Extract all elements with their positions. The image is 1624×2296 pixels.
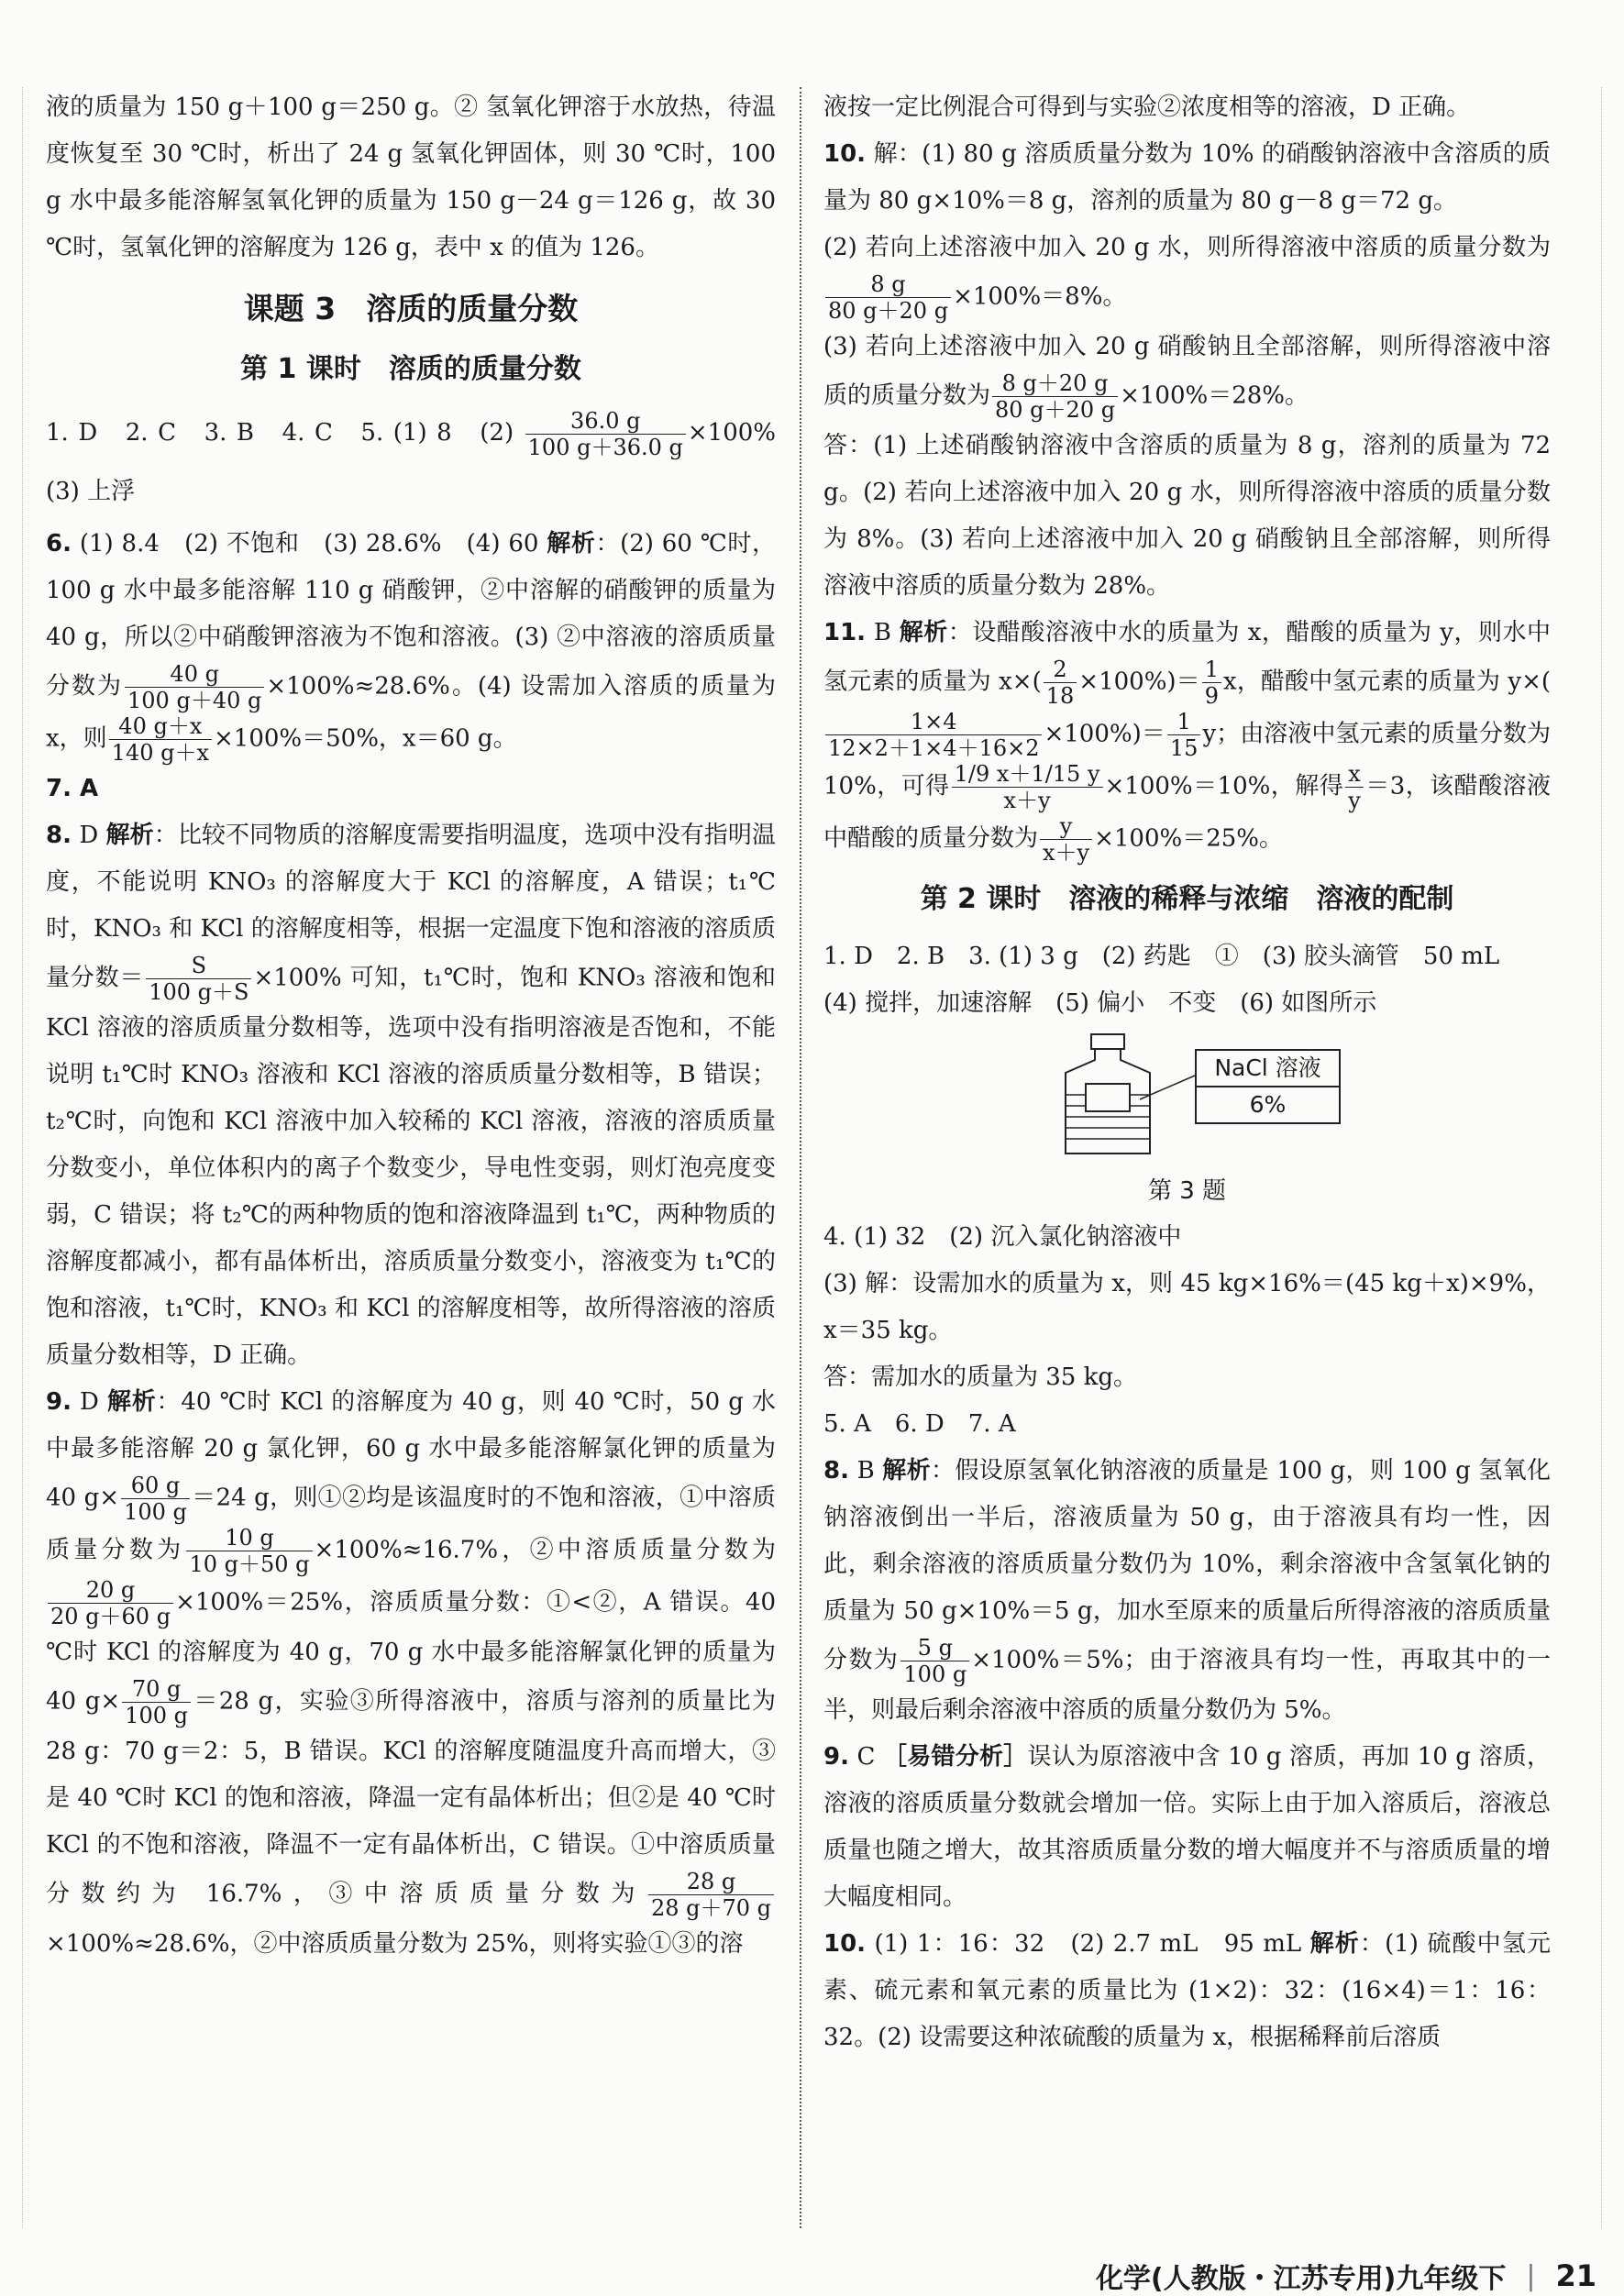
answer-r-q10-part2: (2) 若向上述溶液中加入 20 g 水，则所得溶液中溶质的质量分数为 $\frac{8 g}{80 g+20 g}$ ×100%＝8%。 [823,234,1551,324]
page-number: 21 [1555,2258,1596,2293]
fraction: $\frac{2}{18}$ [1044,657,1077,709]
answer-r-q3-b: (4) 搅拌，加速溶解 (5) 偏小 不变 (6) 如图所示 [823,989,1377,1017]
answer-r-q4-b: (3) 解：设需加水的质量为 x，则 45 kg×16%＝(45 kg＋x)×9%，x＝35 kg。 [823,1270,1551,1344]
intro-paragraph: 液的质量为 150 g＋100 g＝250 g。② 氢氧化钾溶于水放热，待温度恢复至 30 ℃时，析出了 24 g 氢氧化钾固体，则 30 ℃时，100 g 水中最多能溶解氢氧化钾的质量为 150 g－24 g＝126 g，故 30 ℃时，氢氧化钾的溶解度为 126 g，表中 x 的值为 126。 [46,94,776,261]
left-margin-rule [22,87,23,2228]
fraction: $\frac{5 g}{100 g}$ [900,1635,969,1687]
answer-q7: 7. A [46,775,99,802]
footer-subject: 化学(人教版・江苏专用)九年级下 [1095,2263,1507,2295]
fraction: $\frac{10 g}{10 g+50 g}$ [186,1525,312,1577]
column-divider [800,87,801,2228]
answer-r-q9: 9. C ［易错分析］误认为原溶液中含 10 g 溶质，再加 10 g 溶质，溶液的溶质质量分数就会增加一倍。实际上由于加入溶质后，溶液总质量也随之增大，故其溶质质量分数的增大幅度并不与溶质质量的增大幅度相同。 [823,1743,1551,1911]
reagent-bottle-figure [823,1031,1551,1214]
figure-caption: 第 3 题 [1147,1177,1227,1205]
fraction: $\frac{1/9 x+1/15 y}{x+y}$ [952,761,1103,813]
fraction: $\frac{36.0 g}{100 g+36.0 g}$ [525,408,686,460]
leader-line [1140,1072,1195,1109]
answer-r-q5-7: 5. A 6. D 7. A [823,1410,1016,1438]
fraction: $\frac{x}{y}$ [1345,761,1364,813]
fraction: $\frac{1}{9}$ [1202,657,1221,709]
fraction: $\frac{8 g}{80 g+20 g}$ [825,271,951,324]
answer-r-q8: 8. B 解析：假设原氢氧化钠溶液的质量是 100 g，则 100 g 氢氧化钠溶液倒出一半后，溶液质量为 50 g，由于溶液具有均一性，因此，剩余溶液的溶质质量分数仍为 10%，剩余溶液中含氢氧化钠的质量为 50 g×10%＝5 g，加水至原来的质量后所得溶液的溶质质量分数为 $\frac{5 g}{100 g}$ ×100%＝5%；由于溶液具有均一性，再取其中的一半，则最后剩余溶液中溶质的质量分数仍为 5%。 [823,1457,1551,1724]
fraction: $\frac{1}{15}$ [1167,709,1201,761]
fraction: $\frac{8 g+20 g}{80 g+20 g}$ [992,370,1118,423]
answer-q6: 6. (1) 8.4 (2) 不饱和 (3) 28.6% (4) 60 解析：(2) 60 ℃时，100 g 水中最多能溶解 110 g 硝酸钾，②中溶解的硝酸钾的质量为 40 g，所以②中硝酸钾溶液为不饱和溶液。(3) ②中溶液的溶质质量分数为 $\frac{40 g}{100 g+40 g}$ ×100%≈28.6%。(4) 设需加入溶质的质量为 x，则 $\frac{40 g+x}{140 g+x}$ ×100%＝50%，x＝60 g。 [46,530,777,766]
answer-r-q4-c: 答：需加水的质量为 35 kg。 [823,1363,1138,1391]
right-margin-rule [1601,87,1602,2228]
footer-separator: | [1526,2259,1536,2292]
answer-q8: 8. D 解析：比较不同物质的溶解度需要指明温度，选项中没有指明温度，不能说明 KNO₃ 的溶解度大于 KCl 的溶解度，A 错误；t₁℃时，KNO₃ 和 KCl 的溶解度相等，根据一定温度下饱和溶液的溶质质量分数＝ $\frac{S}{100 g+S}$ ×100% 可知，t₁℃时，饱和 KNO₃ 溶液和饱和 KCl 溶液的溶质质量分数相等，选项中没有指明溶液是否饱和，不能说明 t₁℃时 KNO₃ 溶液和 KCl 溶液的溶质质量分数相等，B 错误；t₂℃时，向饱和 KCl 溶液中加入较稀的 KCl 溶液，溶液的溶质质量分数变小，单位体积内的离子个数变少，导电性变弱，则灯泡亮度变弱，C 错误；将 t₂℃的两种物质的饱和溶液降温到 t₁℃，两种物质的溶解度都减小，都有晶体析出，溶质质量分数变小，溶液变为 t₁℃的饱和溶液，t₁℃时，KNO₃ 和 KCl 的溶解度相等，故所得溶液的溶质质量分数相等，D 正确。 [46,822,776,1369]
fraction: $\frac{20 g}{20 g+60 g}$ [48,1577,173,1629]
left-column [46,84,801,1968]
answer-r-q11: 11. B 解析：设醋酸溶液中水的质量为 x，醋酸的质量为 y，则水中氢元素的质量为 x×( $\frac{2}{18}$ ×100%)＝ $\frac{1}{9}$ x，醋酸中氢元素的质量为 y×( $\frac{1\times 4}{12\times 2+1\times 4+16\times 2}$ ×100%)＝ $\frac{1}{15}$ y；由溶液中氢元素的质量分数为 10%，可得 $\frac{1/9 x+1/15 y}{x+y}$ ×100%＝10%，解得 $\frac{x}{y}$ ＝3，该醋酸溶液中醋酸的质量分数为 $\frac{y}{x+y}$ ×100%＝25%。 [823,619,1552,866]
fraction: $\frac{40 g+x}{140 g+x}$ [109,713,212,766]
fraction: $\frac{40 g}{100 g+40 g}$ [125,661,264,713]
answer-q1-5: 1. D 2. C 3. B 4. C 5. (1) 8 (2) $\frac{36.0 g}{100 g+36.0 g}$ ×100% (3) 上浮 [46,407,801,505]
period2-title: 第 2 课时 溶液的稀释与浓缩 溶液的配制 [920,883,1454,915]
label-box: NaCl 溶液 6% [1195,1049,1341,1124]
answer-r-q10-part3: (3) 若向上述溶液中加入 20 g 硝酸钠且全部溶解，则所得溶液中溶质的质量分数为 $\frac{8 g+20 g}{80 g+20 g}$ ×100%＝28%。 [823,333,1551,423]
fraction: $\frac{S}{100 g+S}$ [146,953,251,1005]
fraction: $\frac{1\times 4}{12\times 2+1\times 4+16\times 2}$ [825,709,1042,761]
answer-r-q10: 10. 解：(1) 80 g 溶质质量分数为 10% 的硝酸钠溶液中含溶质的质量为 80 g×10%＝8 g，溶剂的质量为 80 g－8 g＝72 g。 [823,140,1552,215]
fraction: $\frac{60 g}{100 g}$ [121,1473,190,1525]
fraction: $\frac{y}{x+y}$ [1040,813,1092,866]
continued-paragraph: 液按一定比例混合可得到与实验②浓度相等的溶液，D 正确。 [823,94,1471,121]
fraction: $\frac{28 g}{28 g+70 g}$ [648,1869,774,1921]
period1-title: 第 1 课时 溶质的质量分数 [240,353,581,385]
right-column [823,84,1551,2061]
lesson-title: 课题 3 溶质的质量分数 [243,291,579,326]
answer-q9: 9. D 解析：40 ℃时 KCl 的溶解度为 40 g，则 40 ℃时，50 g 水中最多能溶解 20 g 氯化钾，60 g 水中最多能溶解氯化钾的质量为 40 g× $\frac{60 g}{100 g}$ ＝24 g，则①②均是该温度时的不饱和溶液，①中溶质质量分数为 $\frac{10 g}{10 g+50 g}$ ×100%≈16.7%，②中溶质质量分数为 $\frac{20 g}{20 g+60 g}$ ×100%＝25%，溶质质量分数：①<②，A 错误。40 ℃时 KCl 的溶解度为 40 g，70 g 水中最多能溶解氯化钾的质量为 40 g× $\frac{70 g}{100 g}$ ＝28 g，实验③所得溶液中，溶质与溶剂的质量比为 28 g：70 g＝2：5，B 错误。KCl 的溶解度随温度升高而增大，③是 40 ℃时 KCl 的饱和溶液，降温一定有晶体析出；但②是 40 ℃时 KCl 的不饱和溶液，降温不一定有晶体析出，C 错误。①中溶质质量分数约为 16.7%，③中溶质质量分数为 $\frac{28 g}{28 g+70 g}$ ×100%≈28.6%，②中溶质质量分数为 25%，则将实验①③的溶 [46,1388,776,1958]
fraction: $\frac{70 g}{100 g}$ [122,1676,191,1728]
answer-r-q10b: 10. (1) 1：16：32 (2) 2.7 mL 95 mL 解析：(1) 硫酸中氢元素、硫元素和氧元素的质量比为 (1×2)：32：(16×4)＝1：16：32。(2) 设需要这种浓硫酸的质量为 x，根据稀释前后溶质 [823,1930,1551,2051]
page-footer [1096,2257,1596,2294]
answer-r-q1-3: 1. D 2. B 3. (1) 3 g (2) 药匙 ① (3) 胶头滴管 50 mL [823,943,1500,970]
answer-r-q4: 4. (1) 32 (2) 沉入氯化钠溶液中 [823,1223,1182,1251]
answer-r-q10-conclusion: 答：(1) 上述硝酸钠溶液中含溶质的质量为 8 g，溶剂的质量为 72 g。(2) 若向上述溶液中加入 20 g 水，则所得溶液中溶质的质量分数为 8%。(3) 若向上述溶液中加入 20 g 硝酸钠且全部溶解，则所得溶液中溶质的质量分数为 28%。 [823,432,1551,600]
